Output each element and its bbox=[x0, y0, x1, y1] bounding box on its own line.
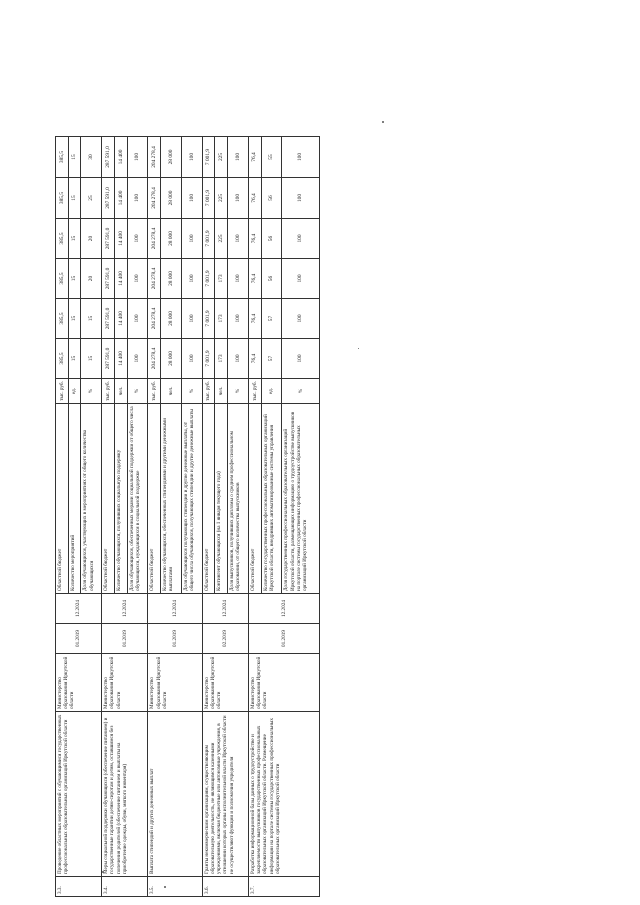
unit: чел. bbox=[215, 379, 228, 404]
indicator-name: Областной бюджет bbox=[56, 404, 69, 594]
year-value: 100 bbox=[127, 259, 148, 299]
year-value: 100 bbox=[127, 137, 148, 178]
year-value: 100 bbox=[181, 339, 202, 379]
year-value: 30 bbox=[81, 137, 102, 178]
item-number: 3.5. bbox=[148, 877, 202, 897]
indicator-name: Областной бюджет bbox=[102, 404, 115, 594]
year-value: 100 bbox=[181, 299, 202, 339]
year-value: 14 400 bbox=[114, 178, 127, 219]
year-value: 7 001,9 bbox=[202, 219, 215, 259]
indicator-name: Количество мероприятий bbox=[68, 404, 81, 594]
year-value: 204 278,4 bbox=[148, 137, 161, 178]
year-value: 100 bbox=[228, 137, 249, 178]
end-date: 12.2024 bbox=[102, 594, 148, 624]
year-value: 100 bbox=[127, 299, 148, 339]
year-value: 7 001,9 bbox=[202, 259, 215, 299]
year-value: 56 bbox=[261, 178, 282, 219]
item-number: 3.6. bbox=[202, 877, 248, 897]
table-body bbox=[56, 137, 320, 897]
year-value: 225 bbox=[215, 178, 228, 219]
executor: Министерство образования Иркутской области bbox=[248, 654, 319, 712]
year-value: 100 bbox=[181, 178, 202, 219]
year-value: 204 278,4 bbox=[148, 178, 161, 219]
year-value: 56 bbox=[261, 219, 282, 259]
year-value: 28 000 bbox=[161, 137, 182, 178]
year-value: 287 591,0 bbox=[102, 178, 115, 219]
unit: тыс. руб. bbox=[248, 379, 261, 404]
indicator-name: Доля государственных профессиональных образовательных организаций Иркутской области, размещающих информацию о трудоустройстве выпускников на портале системы государственных профессиональных образовательных организаций Иркутской области bbox=[282, 404, 320, 594]
year-value: 100 bbox=[127, 178, 148, 219]
year-value: 225 bbox=[215, 137, 228, 178]
year-value: 100 bbox=[127, 219, 148, 259]
year-value: 20 bbox=[81, 219, 102, 259]
year-value: 287 591,0 bbox=[102, 219, 115, 259]
item-number: 3.3. bbox=[56, 877, 102, 897]
item-number: 3.4. bbox=[102, 877, 148, 897]
indicator-name: Доля обучающихся получающих стипендии и другие денежные выплаты, от общего числа обучающихся, получающих стипендии и другие денежные выплаты bbox=[181, 404, 202, 594]
year-value: 15 bbox=[68, 339, 81, 379]
year-value: 28 000 bbox=[161, 178, 182, 219]
year-value: 287 591,0 bbox=[102, 137, 115, 178]
year-value: 100 bbox=[127, 339, 148, 379]
year-value: 204 278,4 bbox=[148, 299, 161, 339]
year-value: 173 bbox=[215, 339, 228, 379]
indicator-name: Количество обучающихся, получивших социальную поддержку bbox=[114, 404, 127, 594]
indicator-name: Доля обучающихся, участвующих в мероприятиях от общего количества обучающихся bbox=[81, 404, 102, 594]
year-value: 100 bbox=[282, 219, 320, 259]
measure-title: Разработка информационной базы данных о трудоустройстве и закрепляемости выпускников государственных профессиональных образовательных организаций Иркутской области. Размещение информации на портале системы государственных профессиональных образовательных организаций Иркутской области bbox=[248, 712, 319, 877]
year-value: 204 278,4 bbox=[148, 219, 161, 259]
indicator-name: Областной бюджет bbox=[202, 404, 215, 594]
year-value: 7 001,9 bbox=[202, 137, 215, 178]
year-value: 173 bbox=[215, 259, 228, 299]
unit: ед. bbox=[68, 379, 81, 404]
unit: чел. bbox=[161, 379, 182, 404]
year-value: 385,5 bbox=[56, 339, 69, 379]
year-value: 385,5 bbox=[56, 219, 69, 259]
year-value: 100 bbox=[228, 178, 249, 219]
executor: Министерство образования Иркутской области bbox=[202, 654, 248, 712]
indicator-name: Доля выпускников, получивших дипломы о среднем профессиональном образовании, от общего количества выпускников bbox=[228, 404, 249, 594]
end-date: 12.2024 bbox=[148, 594, 202, 624]
year-value: 28 000 bbox=[161, 259, 182, 299]
year-value: 100 bbox=[228, 299, 249, 339]
rotated-table-wrapper bbox=[55, 137, 320, 897]
unit: % bbox=[228, 379, 249, 404]
year-value: 100 bbox=[228, 259, 249, 299]
start-date: 01.2019 bbox=[56, 624, 102, 654]
year-value: 15 bbox=[68, 219, 81, 259]
year-value: 15 bbox=[68, 299, 81, 339]
year-value: 55 bbox=[261, 137, 282, 178]
unit: тыс. руб. bbox=[202, 379, 215, 404]
start-date: 02.2019 bbox=[202, 624, 248, 654]
year-value: 15 bbox=[81, 299, 102, 339]
year-value: 385,5 bbox=[56, 259, 69, 299]
executor: Министерство образования Иркутской области bbox=[102, 654, 148, 712]
year-value: 57 bbox=[261, 339, 282, 379]
executor: Министерство образования Иркутской области bbox=[148, 654, 202, 712]
measure-title: Проведение областных мероприятий с обучающимися государственных профессиональных образовательных организаций Иркутской области bbox=[56, 712, 102, 877]
table-row bbox=[148, 137, 161, 897]
indicator-name: Областной бюджет bbox=[148, 404, 161, 594]
scan-speck bbox=[358, 348, 359, 349]
year-value: 76,4 bbox=[248, 339, 261, 379]
year-value: 25 bbox=[81, 178, 102, 219]
year-value: 76,4 bbox=[248, 219, 261, 259]
measure-title: Меры социальной поддержки обучающихся (обеспечение питанием) и государственные гарантии детям-сиротам и детям, оставшимся без попечения родителей (обеспечение питанием и выплаты на приобретение одежды, обуви, мягкого инвентаря) bbox=[102, 712, 148, 877]
year-value: 385,5 bbox=[56, 137, 69, 178]
indicator-name: Количество государственных профессиональных образовательных организаций Иркутской области, внедривших автоматизированные системы управления bbox=[261, 404, 282, 594]
year-value: 204 278,4 bbox=[148, 259, 161, 299]
year-value: 100 bbox=[228, 219, 249, 259]
unit: % bbox=[282, 379, 320, 404]
start-date: 01.2019 bbox=[248, 624, 319, 654]
start-date: 01.2019 bbox=[102, 624, 148, 654]
table-row bbox=[202, 137, 215, 897]
year-value: 14 400 bbox=[114, 339, 127, 379]
year-value: 15 bbox=[68, 178, 81, 219]
year-value: 57 bbox=[261, 299, 282, 339]
table-row bbox=[248, 137, 261, 897]
unit: % bbox=[181, 379, 202, 404]
year-value: 28 000 bbox=[161, 219, 182, 259]
unit: тыс. руб. bbox=[56, 379, 69, 404]
executor: Министерство образования Иркутской области bbox=[56, 654, 102, 712]
year-value: 76,4 bbox=[248, 178, 261, 219]
table-row bbox=[56, 137, 69, 897]
year-value: 56 bbox=[261, 259, 282, 299]
year-value: 100 bbox=[181, 259, 202, 299]
year-value: 287 591,0 bbox=[102, 259, 115, 299]
indicator-name: Областной бюджет bbox=[248, 404, 261, 594]
scan-speck bbox=[382, 121, 384, 123]
year-value: 287 591,0 bbox=[102, 299, 115, 339]
year-value: 20 bbox=[81, 259, 102, 299]
year-value: 15 bbox=[68, 137, 81, 178]
unit: % bbox=[81, 379, 102, 404]
year-value: 7 001,9 bbox=[202, 178, 215, 219]
year-value: 100 bbox=[282, 259, 320, 299]
unit: % bbox=[127, 379, 148, 404]
measure-title: Гранты некоммерческим организациям, осуществляющим образовательную деятельность, не являющимся казенными учреждениями, включая бюджетные или автономные учреждения, в отношении которых органы исполнительной власти Иркутской области не осуществляют функции и полномочия учредителя bbox=[202, 712, 248, 877]
year-value: 173 bbox=[215, 299, 228, 339]
year-value: 14 400 bbox=[114, 137, 127, 178]
end-date: 12.2024 bbox=[56, 594, 102, 624]
year-value: 7 001,9 bbox=[202, 299, 215, 339]
year-value: 225 bbox=[215, 219, 228, 259]
unit: чел. bbox=[114, 379, 127, 404]
item-number: 3.7. bbox=[248, 877, 319, 897]
year-value: 15 bbox=[68, 259, 81, 299]
year-value: 15 bbox=[81, 339, 102, 379]
unit: ед. bbox=[261, 379, 282, 404]
year-value: 100 bbox=[181, 219, 202, 259]
year-value: 14 400 bbox=[114, 259, 127, 299]
end-date: 12.2024 bbox=[202, 594, 248, 624]
program-measures-table bbox=[55, 136, 320, 897]
unit: тыс. руб. bbox=[148, 379, 161, 404]
year-value: 100 bbox=[282, 299, 320, 339]
year-value: 28 000 bbox=[161, 299, 182, 339]
year-value: 287 591,0 bbox=[102, 339, 115, 379]
year-value: 100 bbox=[228, 339, 249, 379]
table-row bbox=[102, 137, 115, 897]
year-value: 204 278,4 bbox=[148, 339, 161, 379]
year-value: 385,5 bbox=[56, 178, 69, 219]
indicator-name: Количество обучающихся, обеспеченных стипендиями и другими денежными выплатами bbox=[161, 404, 182, 594]
unit: тыс. руб. bbox=[102, 379, 115, 404]
start-date: 01.2019 bbox=[148, 624, 202, 654]
year-value: 76,4 bbox=[248, 299, 261, 339]
measure-title: Выплата стипендий и других денежных выплат bbox=[148, 712, 202, 877]
year-value: 76,4 bbox=[248, 137, 261, 178]
year-value: 100 bbox=[282, 339, 320, 379]
year-value: 100 bbox=[181, 137, 202, 178]
year-value: 76,4 bbox=[248, 259, 261, 299]
year-value: 14 400 bbox=[114, 219, 127, 259]
year-value: 7 001,9 bbox=[202, 339, 215, 379]
year-value: 28 000 bbox=[161, 339, 182, 379]
year-value: 385,5 bbox=[56, 299, 69, 339]
year-value: 100 bbox=[282, 137, 320, 178]
indicator-name: Контингент обучающихся (на 1 января текущего года) bbox=[215, 404, 228, 594]
year-value: 14 400 bbox=[114, 299, 127, 339]
indicator-name: Доля обучающихся, обеспеченных мерами социальной поддержки от общего числа обучающихся, нуждающихся в социальной поддержке bbox=[127, 404, 148, 594]
end-date: 12.2024 bbox=[248, 594, 319, 624]
year-value: 100 bbox=[282, 178, 320, 219]
